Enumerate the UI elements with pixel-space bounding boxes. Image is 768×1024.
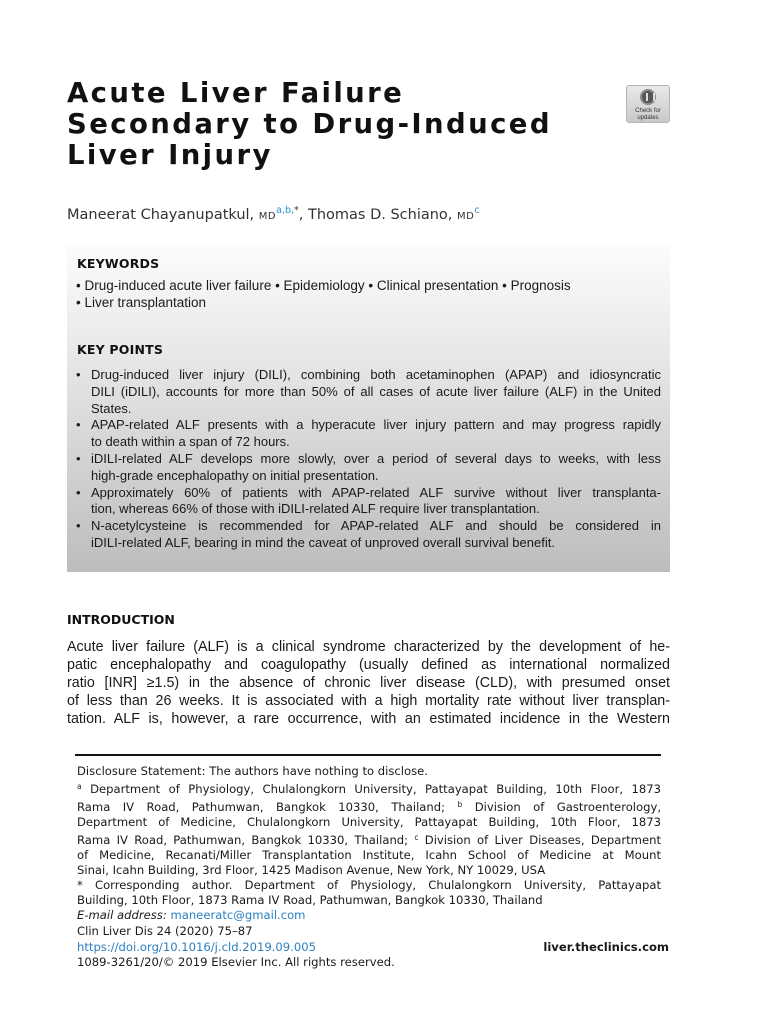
- paragraph-line: tation. ALF is, however, a rare occurrence, with an estimated incidence in the Western: [67, 711, 670, 727]
- introduction-paragraph: [67, 638, 670, 728]
- bullet-icon: •: [76, 367, 81, 382]
- email-label: E-mail address:: [77, 908, 167, 922]
- footnote-divider: [75, 754, 661, 756]
- affiliation-line: Department of Medicine, Chulalongkorn University, Pattayapat Building, 10th Floor, 1873: [77, 815, 661, 829]
- footnotes: [77, 764, 661, 923]
- key-point-item: • APAP-related ALF presents with a hyperacute liver injury pattern and may progress rapidly to death within a span of 72 hours.: [76, 417, 661, 450]
- affiliation-line: $^a$ Department of Physiology, Chulalongkorn University, Pattayapat Building, 10th Floor, 1873: [77, 782, 661, 796]
- author-degree: MD: [457, 211, 475, 222]
- key-points-heading: KEY POINTS: [77, 342, 164, 357]
- corresponding-author-marker: *: [294, 205, 299, 216]
- keywords-line: • Drug-induced acute liver failure • Epidemiology • Clinical presentation • Prognosis: [76, 278, 571, 293]
- doi-link[interactable]: https://doi.org/10.1016/j.cld.2019.09.005: [77, 939, 316, 954]
- keywords-keypoints-box: [67, 245, 670, 572]
- author-name: Thomas D. Schiano,: [307, 207, 453, 223]
- paragraph-line: Acute liver failure (ALF) is a clinical syndrome characterized by the development of he-: [67, 639, 670, 655]
- keywords-line: • Liver transplantation: [76, 295, 207, 310]
- keywords-list: [76, 277, 666, 311]
- crossmark-label: Check for updates: [635, 108, 661, 121]
- key-point-item: • iDILI-related ALF develops more slowly, over a period of several days to weeks, with less high-grade encephalopathy on initial presentation.: [76, 450, 661, 483]
- article-title: [67, 78, 607, 171]
- bullet-icon: •: [76, 518, 81, 534]
- affiliation-line: of Medicine, Recanati/Miller Transplantation Institute, Icahn School of Medicine at Mount: [77, 848, 661, 862]
- keywords-heading: KEYWORDS: [77, 256, 160, 271]
- affiliation-superscript[interactable]: a,b,: [276, 205, 295, 216]
- journal-citation: Clin Liver Dis 24 (2020) 75–87: [77, 924, 253, 938]
- email-link[interactable]: maneeratc@gmail.com: [170, 908, 306, 922]
- title-line: Secondary to Drug-Induced: [67, 108, 552, 140]
- affiliation-line: Rama IV Road, Pathumwan, Bangkok 10330, Thailand; $^b$ Division of Gastroenterology,: [77, 800, 662, 814]
- key-point-item: • Drug-induced liver injury (DILI), combining both acetaminophen (APAP) and idiosyncratic DILI (iDILI), accounts for more than 50% of all cases of acute liver failure (ALF) in the United States.: [76, 367, 661, 416]
- journal-website[interactable]: liver.theclinics.com: [543, 939, 669, 954]
- paragraph-line: ratio [INR] ≥1.5) in the absence of chronic liver disease (CLD), with presumed onset: [67, 675, 670, 691]
- bullet-icon: •: [76, 450, 81, 466]
- bullet-icon: •: [76, 417, 81, 433]
- key-points-list: [76, 367, 661, 552]
- paragraph-line: of less than 26 weeks. It is associated with a high mortality rate without liver transplan-: [67, 693, 670, 709]
- affiliation-line: Sinai, Icahn Building, 3rd Floor, 1425 Madison Avenue, New York, NY 10029, USA: [77, 863, 546, 877]
- introduction-heading: INTRODUCTION: [67, 612, 175, 627]
- crossmark-check-for-updates-icon: [640, 89, 656, 105]
- author-separator: ,: [298, 207, 308, 223]
- corresponding-author-line: * Corresponding author. Department of Physiology, Chulalongkorn University, Pattayapat: [77, 878, 661, 892]
- key-point-item: • Approximately 60% of patients with APAP-related ALF survive without liver transplanta- tion, whereas 66% of those with iDILI-related ALF require liver transplantation.: [76, 484, 661, 517]
- journal-info: [77, 924, 669, 971]
- crossmark-check-for-updates-badge[interactable]: [626, 85, 670, 123]
- copyright-line: 1089-3261/20/© 2019 Elsevier Inc. All rights reserved.: [77, 955, 395, 969]
- key-point-item: • N-acetylcysteine is recommended for APAP-related ALF and should be considered in iDILI-related ALF, bearing in mind the caveat of unproved overall survival benefit.: [76, 518, 661, 550]
- paragraph-line: patic encephalopathy and coagulopathy (usually defined as international normalized: [67, 657, 670, 673]
- email-line: [77, 908, 661, 923]
- author-degree: MD: [258, 211, 277, 222]
- title-line: Liver Injury: [67, 139, 273, 171]
- affiliation-line: Rama IV Road, Pathumwan, Bangkok 10330, Thailand; $^c$ Division of Liver Diseases, Department: [77, 833, 661, 847]
- title-line: Acute Liver Failure: [67, 77, 405, 109]
- bullet-icon: •: [76, 484, 81, 500]
- author-line: [67, 205, 687, 223]
- disclosure-statement: Disclosure Statement: The authors have nothing to disclose.: [77, 764, 428, 778]
- corresponding-author-line: Building, 10th Floor, 1873 Rama IV Road, Pathumwan, Bangkok 10330, Thailand: [77, 893, 543, 907]
- author-name: Maneerat Chayanupatkul,: [67, 207, 255, 223]
- affiliation-superscript[interactable]: c: [474, 205, 480, 216]
